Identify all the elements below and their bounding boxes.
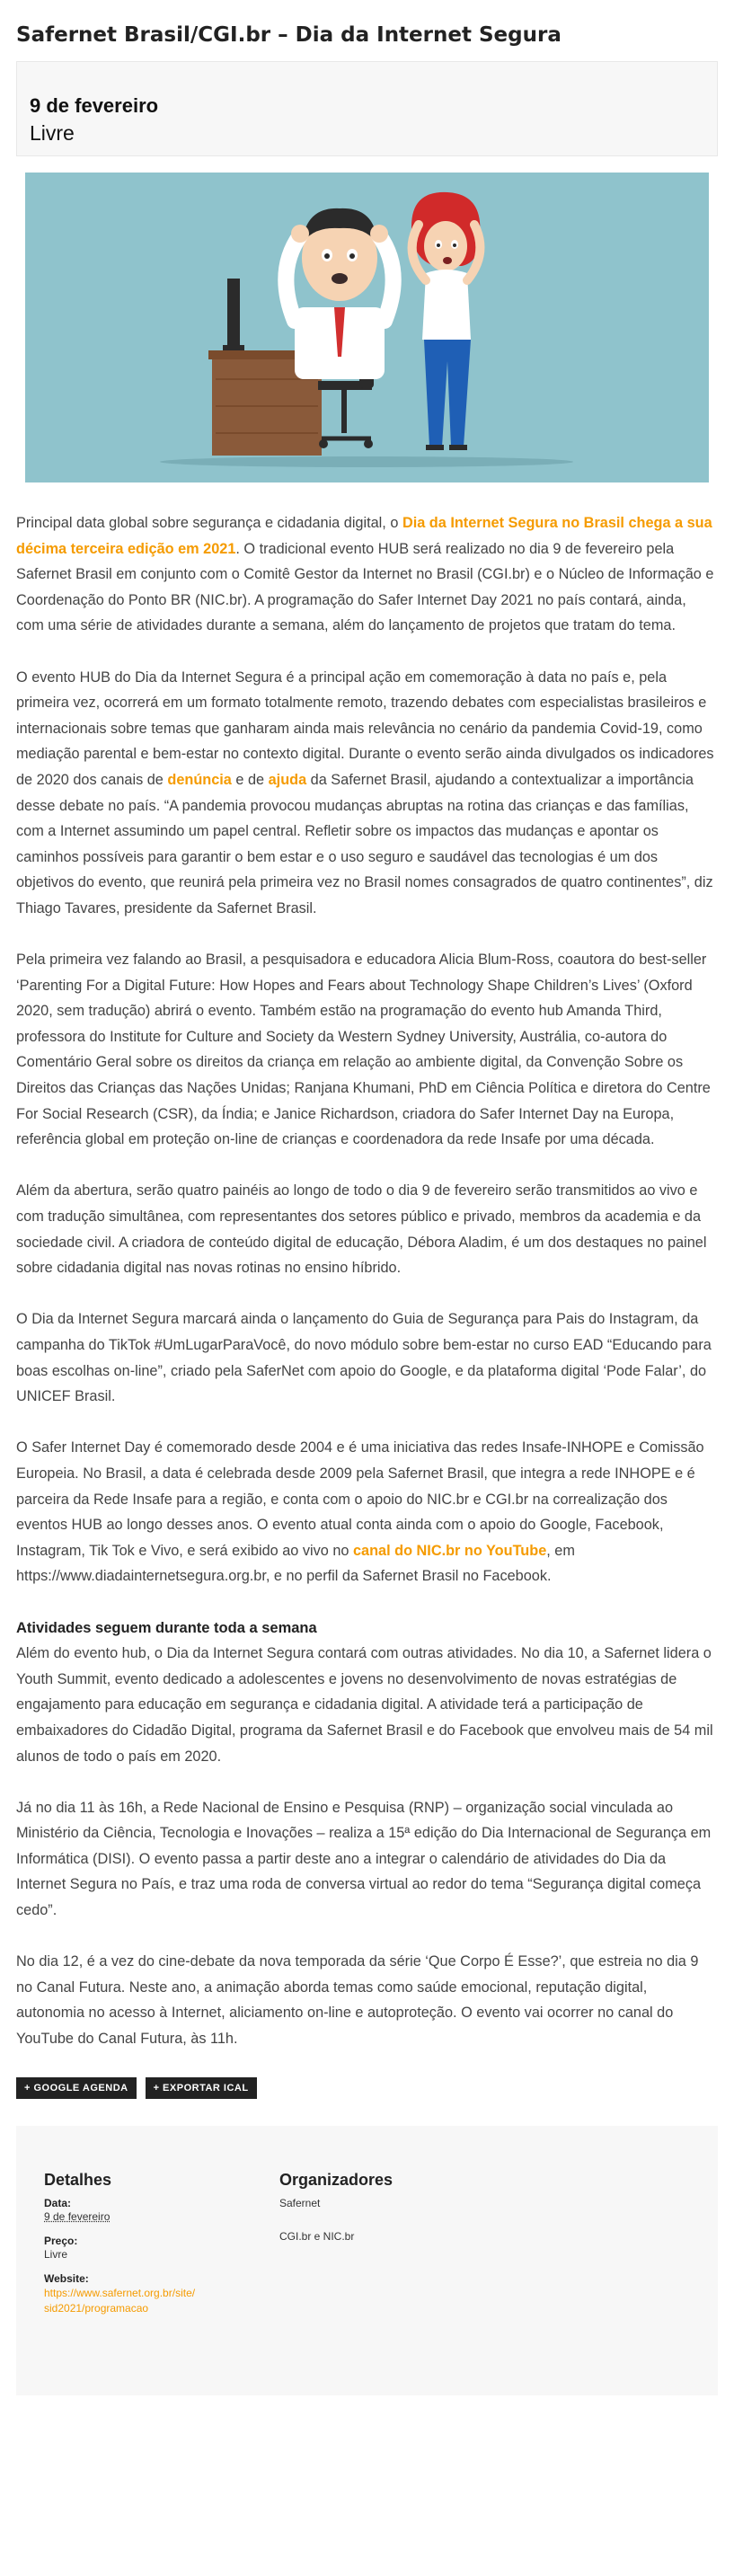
event-description [16, 510, 718, 2052]
organizer-item: CGI.br e NIC.br [279, 2230, 355, 2244]
paragraph-speakers: Pela primeira vez falando ao Brasil, a pesquisadora e educadora Alicia Blum-Ross, coautora do best-seller ‘Parenting For a Digital Future: How Hopes and Fears about Technology Shape Children’s Lives’ (Oxford 2020, sem tradução) abrirá o evento. Também estão na programação do evento hub Amanda Third, professora do Institute for Culture and Society da Western Sydney University, Austrália, co-autora do Comentário Geral sobre os direitos da criança em relação ao ambiente digital, da Convenção Sobre os Direitos das Crianças das Nações Unidas; Ranjana Khumani, PhD em Ciência Política e diretora do Centre For Social Research (CSR), da Índia; e Janice Richardson, criadora do Safer Internet Day na Europa, referência global em proteção on-line de crianças e coordenadora da rede Insafe por uma década. [16, 952, 711, 1148]
website-link[interactable]: https://www.safernet.org.br/site/sid2021/programacao [44, 2287, 196, 2315]
event-date: 9 de fevereiro [30, 94, 159, 117]
organizers-section [279, 2171, 515, 2395]
paragraph-panels: Além da abertura, serão quatro painéis ao longo de todo o dia 9 de fevereiro serão transmitidos ao vivo e com tradução simultânea, com representantes dos setores público e privado, membros da academia e da sociedade civil. A criadora de conteúdo digital de educação, Débora Aladim, é um dos destaques no painel sobre cidadania digital nas novas rotinas no ensino híbrido. [16, 1182, 707, 1277]
activities-heading: Atividades seguem durante toda a semana [16, 1619, 317, 1636]
denuncia-link[interactable]: denúncia [167, 771, 232, 788]
event-title: Safernet Brasil/CGI.br – Dia da Internet Segura [16, 23, 562, 47]
organizers-heading: Organizadores [279, 2171, 394, 2190]
event-date-box [16, 61, 718, 156]
event-featured-image [25, 173, 709, 482]
paragraph-youth-summit: Além do evento hub, o Dia da Internet Segura contará com outras atividades. No dia 10, a Safernet lidera o Youth Summit, evento dedicado a adolescentes e jovens no desenvolvimento de novas estratégias de engajamento para educação em segurança e cidadania digital. A atividade terá a participação de embaixadores do Cidadão Digital, programa da Safernet Brasil e do Facebook que envolveu mais de 54 mil alunos de todo o país em 2020. [16, 1645, 713, 1765]
cost-label: Preço: [44, 2235, 78, 2248]
nic-youtube-link[interactable]: canal do NIC.br no YouTube [352, 1542, 547, 1559]
date-label: Data: [44, 2197, 72, 2210]
website-label: Website: [44, 2272, 89, 2286]
organizer-item: Safernet [279, 2197, 321, 2210]
ajuda-link[interactable]: ajuda [268, 771, 307, 788]
paragraph-history: O Safer Internet Day é comemorado desde 2004 e é uma iniciativa das redes Insafe-INHOPE e Comissão Europeia. No Brasil, a data é celebrada desde 2009 pela Safernet Brasil, que integra a rede INHOPE e é parceira da Rede Insafe para a região, e conta com o apoio do NIC.br e CGI.br na correalização dos eventos HUB ao longo desses anos. O evento atual conta ainda com o apoio do Google, Facebook, Instagram, Tik Tok e Vivo, e será exibido ao vivo no canal do NIC.br no YouTube, em https://www.diadainternetsegura.org.br, e no perfil da Safernet Brasil no Facebook. [16, 1439, 704, 1585]
calendar-export-buttons [16, 2077, 718, 2101]
details-heading: Detalhes [44, 2171, 112, 2190]
date-value: 9 de fevereiro [44, 2210, 111, 2224]
event-cost: Livre [30, 121, 75, 145]
cost-value: Livre [44, 2248, 68, 2262]
paragraph-disi: Já no dia 11 às 16h, a Rede Nacional de Ensino e Pesquisa (RNP) – organização social vinculada ao Ministério da Ciência, Tecnologia e Inovações – realiza a 15ª edição do Dia Internacional de Segurança em Informática (DISI). O evento passa a partir deste ano a integrar o calendário de atividades do Dia da Internet Segura no País, e traz uma roda de conversa virtual ao redor do tema “Segurança digital começa cedo”. [16, 1799, 712, 1919]
event-meta [16, 2126, 718, 2395]
paragraph-launches: O Dia da Internet Segura marcará ainda o lançamento do Guia de Segurança para Pais do Instagram, da campanha do TikTok #UmLugarParaVocê, do novo módulo sobre bem-estar no curso EAD “Educando para boas escolhas on-line”, criado pela SaferNet com apoio do Google, e da plataforma digital ‘Pode Falar’, do UNICEF Brasil. [16, 1311, 712, 1405]
sid-brasil-link[interactable]: Dia da Internet Segura no Brasil chega a sua décima terceira edição em 2021 [16, 515, 712, 557]
paragraph-intro: Principal data global sobre segurança e cidadania digital, o Dia da Internet Segura no Brasil chega a sua décima terceira edição em 2021. O tradicional evento HUB será realizado no dia 9 de fevereiro pela Safernet Brasil em conjunto com o Comitê Gestor da Internet no Brasil (CGI.br) e o Núcleo de Informação e Coordenação do Ponto BR (NIC.br). A programação do Safer Internet Day 2021 no país contará, ainda, com uma série de atividades durante a semana, além do lançamento de projetos que tratam do tema. [16, 515, 714, 634]
paragraph-hub: O evento HUB do Dia da Internet Segura é a principal ação em comemoração à data no país e, pela primeira vez, ocorrerá em um formato totalmente remoto, trazendo debates com especialistas brasileiros e internacionais sobre temas que ganharam ainda mais relevância no cenário da pandemia Covid-19, como mediação parental e bem-estar no contexto digital. Durante o evento serão ainda divulgados os indicadores de 2020 dos canais de denúncia e de ajuda da Safernet Brasil, ajudando a contextualizar a importância desse debate no país. “A pandemia provocou mudanças abruptas na rotina das crianças e das famílias, com a Internet assumindo um papel central. Refletir sobre os impactos das mudanças e apontar os caminhos possíveis para garantir o bem estar e o uso seguro e saudável das tecnologias é um dos objetivos do evento, que reunirá pela primeira vez no Brasil nomes consagrados de quatro continentes”, diz Thiago Tavares, presidente da Safernet Brasil. [16, 668, 714, 916]
details-section [44, 2171, 279, 2395]
google-calendar-button[interactable]: + GOOGLE AGENDA [16, 2077, 137, 2099]
export-ical-button[interactable]: + EXPORTAR ICAL [146, 2077, 257, 2099]
paragraph-cine-debate: No dia 12, é a vez do cine-debate da nova temporada da série ‘Que Corpo É Esse?’, que estreia no dia 9 no Canal Futura. Neste ano, a animação aborda temas como saúde emocional, reputação digital, autonomia no acesso à Internet, aliciamento on-line e autoproteção. O evento vai ocorrer no canal do YouTube do Canal Futura, às 11h. [16, 1953, 699, 2048]
